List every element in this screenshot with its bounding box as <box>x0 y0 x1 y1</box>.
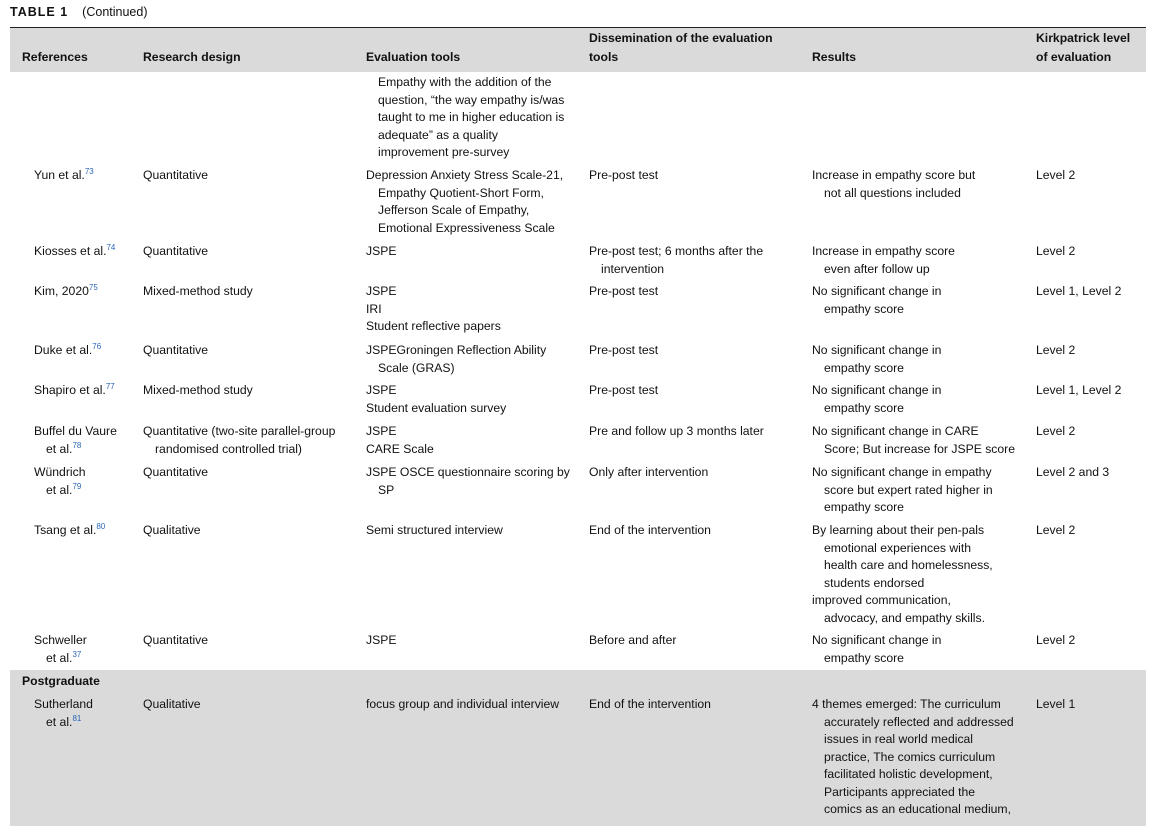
citation-link[interactable]: 73 <box>84 167 94 176</box>
reference-cell: Sutherland et al.$^{81}$ <box>34 697 93 729</box>
citation-link[interactable]: 77 <box>105 382 115 391</box>
design-cell: Mixed-method study <box>143 284 253 298</box>
header-kirkpatrick-line1: Kirkpatrick level <box>1036 31 1131 45</box>
header-kirkpatrick-line2: of evaluation <box>1036 50 1112 64</box>
header-results: Results <box>812 50 857 64</box>
results-cell: Increase in empathy score even after follow up <box>812 244 955 276</box>
table-caption <box>10 4 148 22</box>
design-cell: Quantitative <box>143 168 209 182</box>
tools-cell: JSPE <box>366 633 397 647</box>
kirkpatrick-cell: Level 2 <box>1036 523 1076 537</box>
reference-cell: Tsang et al.$^{80}$ <box>34 522 106 537</box>
dissemination-cell: Pre-post test <box>589 168 659 182</box>
table-label: TABLE 1 <box>10 5 69 19</box>
design-cell: Mixed-method study <box>143 383 253 397</box>
tools-cell: JSPE Student evaluation survey <box>366 383 507 415</box>
design-cell: Quantitative <box>143 343 209 357</box>
kirkpatrick-cell: Level 2 <box>1036 244 1076 258</box>
results-cell: No significant change in empathy score <box>812 633 942 665</box>
carryover-tools-cell: Empathy with the addition of the question, “the way empathy is/was taught to me in higher education is adequate” as a quality improvement pre-survey <box>378 75 565 159</box>
tools-cell: JSPE CARE Scale <box>366 424 434 456</box>
results-cell: By learning about their pen-pals emotional experiences with health care and homelessness, students endorsed improved communication, advocacy, and empathy skills. <box>812 523 993 625</box>
citation-link[interactable]: 80 <box>96 522 106 531</box>
citation-link[interactable]: 81 <box>72 713 82 723</box>
dissemination-cell: Before and after <box>589 633 677 647</box>
dissemination-cell: Pre-post test; 6 months after the intervention <box>589 244 764 276</box>
tools-cell: JSPE IRI Student reflective papers <box>366 284 501 333</box>
tools-cell: Depression Anxiety Stress Scale-21, Empathy Quotient-Short Form, Jefferson Scale of Empathy, Emotional Expressiveness Scale <box>366 168 564 235</box>
header-references: References <box>22 50 88 64</box>
results-cell: No significant change in empathy score <box>812 343 942 375</box>
citation-link[interactable]: 74 <box>106 243 116 252</box>
table-continued: (Continued) <box>82 5 148 19</box>
section-title-postgraduate: Postgraduate <box>22 674 100 688</box>
kirkpatrick-cell: Level 2 <box>1036 424 1076 438</box>
design-cell: Qualitative <box>143 697 201 711</box>
header-research-design: Research design <box>143 50 241 64</box>
results-cell: Increase in empathy score but not all questions included <box>812 168 976 200</box>
results-cell: No significant change in empathy score but expert rated higher in empathy score <box>812 465 993 514</box>
reference-cell: Buffel du Vaure et al.$^{78}$ <box>34 424 117 456</box>
results-cell: No significant change in empathy score <box>812 383 942 415</box>
dissemination-cell: Pre-post test <box>589 343 659 357</box>
reference-cell: Shapiro et al.$^{77}$ <box>34 382 115 397</box>
reference-cell: Kiosses et al.$^{74}$ <box>34 243 116 258</box>
citation-link[interactable]: 76 <box>92 342 102 351</box>
kirkpatrick-cell: Level 1 <box>1036 697 1076 711</box>
tools-cell: focus group and individual interview <box>366 697 560 711</box>
reference-cell: Schweller et al.$^{37}$ <box>34 633 87 665</box>
citation-link[interactable]: 75 <box>88 283 98 292</box>
kirkpatrick-cell: Level 1, Level 2 <box>1036 284 1122 298</box>
reference-cell: Wündrich et al.$^{79}$ <box>34 465 86 497</box>
results-cell: No significant change in empathy score <box>812 284 942 316</box>
tools-cell: JSPE <box>366 244 397 258</box>
header-evaluation-tools: Evaluation tools <box>366 50 461 64</box>
header-dissemination-line2: tools <box>589 50 619 64</box>
citation-link[interactable]: 37 <box>72 649 82 659</box>
kirkpatrick-cell: Level 2 <box>1036 633 1076 647</box>
reference-cell: Yun et al.$^{73}$ <box>34 167 94 182</box>
kirkpatrick-cell: Level 2 and 3 <box>1036 465 1110 479</box>
dissemination-cell: Pre-post test <box>589 284 659 298</box>
dissemination-cell: Only after intervention <box>589 465 709 479</box>
tools-cell: JSPEGroningen Reflection Ability Scale (GRAS) <box>366 343 547 375</box>
design-cell: Quantitative (two-site parallel-group randomised controlled trial) <box>143 424 336 456</box>
dissemination-cell: Pre and follow up 3 months later <box>589 424 764 438</box>
tools-cell: Semi structured interview <box>366 523 503 537</box>
dissemination-cell: End of the intervention <box>589 697 711 711</box>
kirkpatrick-cell: Level 2 <box>1036 343 1076 357</box>
design-cell: Quantitative <box>143 633 209 647</box>
design-cell: Qualitative <box>143 523 201 537</box>
dissemination-cell: End of the intervention <box>589 523 711 537</box>
citation-link[interactable]: 78 <box>72 440 82 450</box>
kirkpatrick-cell: Level 2 <box>1036 168 1076 182</box>
design-cell: Quantitative <box>143 465 209 479</box>
results-cell: 4 themes emerged: The curriculum accurately reflected and addressed issues in real world medical practice, The comics curriculum facilitated holistic development, Participants appreciated the comics as an educational medium, <box>812 697 1014 816</box>
reference-cell: Kim, 2020$^{75}$ <box>34 283 98 298</box>
design-cell: Quantitative <box>143 244 209 258</box>
citation-link[interactable]: 79 <box>72 481 82 491</box>
dissemination-cell: Pre-post test <box>589 383 659 397</box>
results-cell: No significant change in CARE Score; But increase for JSPE score <box>812 424 1016 456</box>
tools-cell: JSPE OSCE questionnaire scoring by SP <box>366 465 570 497</box>
kirkpatrick-cell: Level 1, Level 2 <box>1036 383 1122 397</box>
reference-cell: Duke et al.$^{76}$ <box>34 342 102 357</box>
header-dissemination-line1: Dissemination of the evaluation <box>589 31 773 45</box>
